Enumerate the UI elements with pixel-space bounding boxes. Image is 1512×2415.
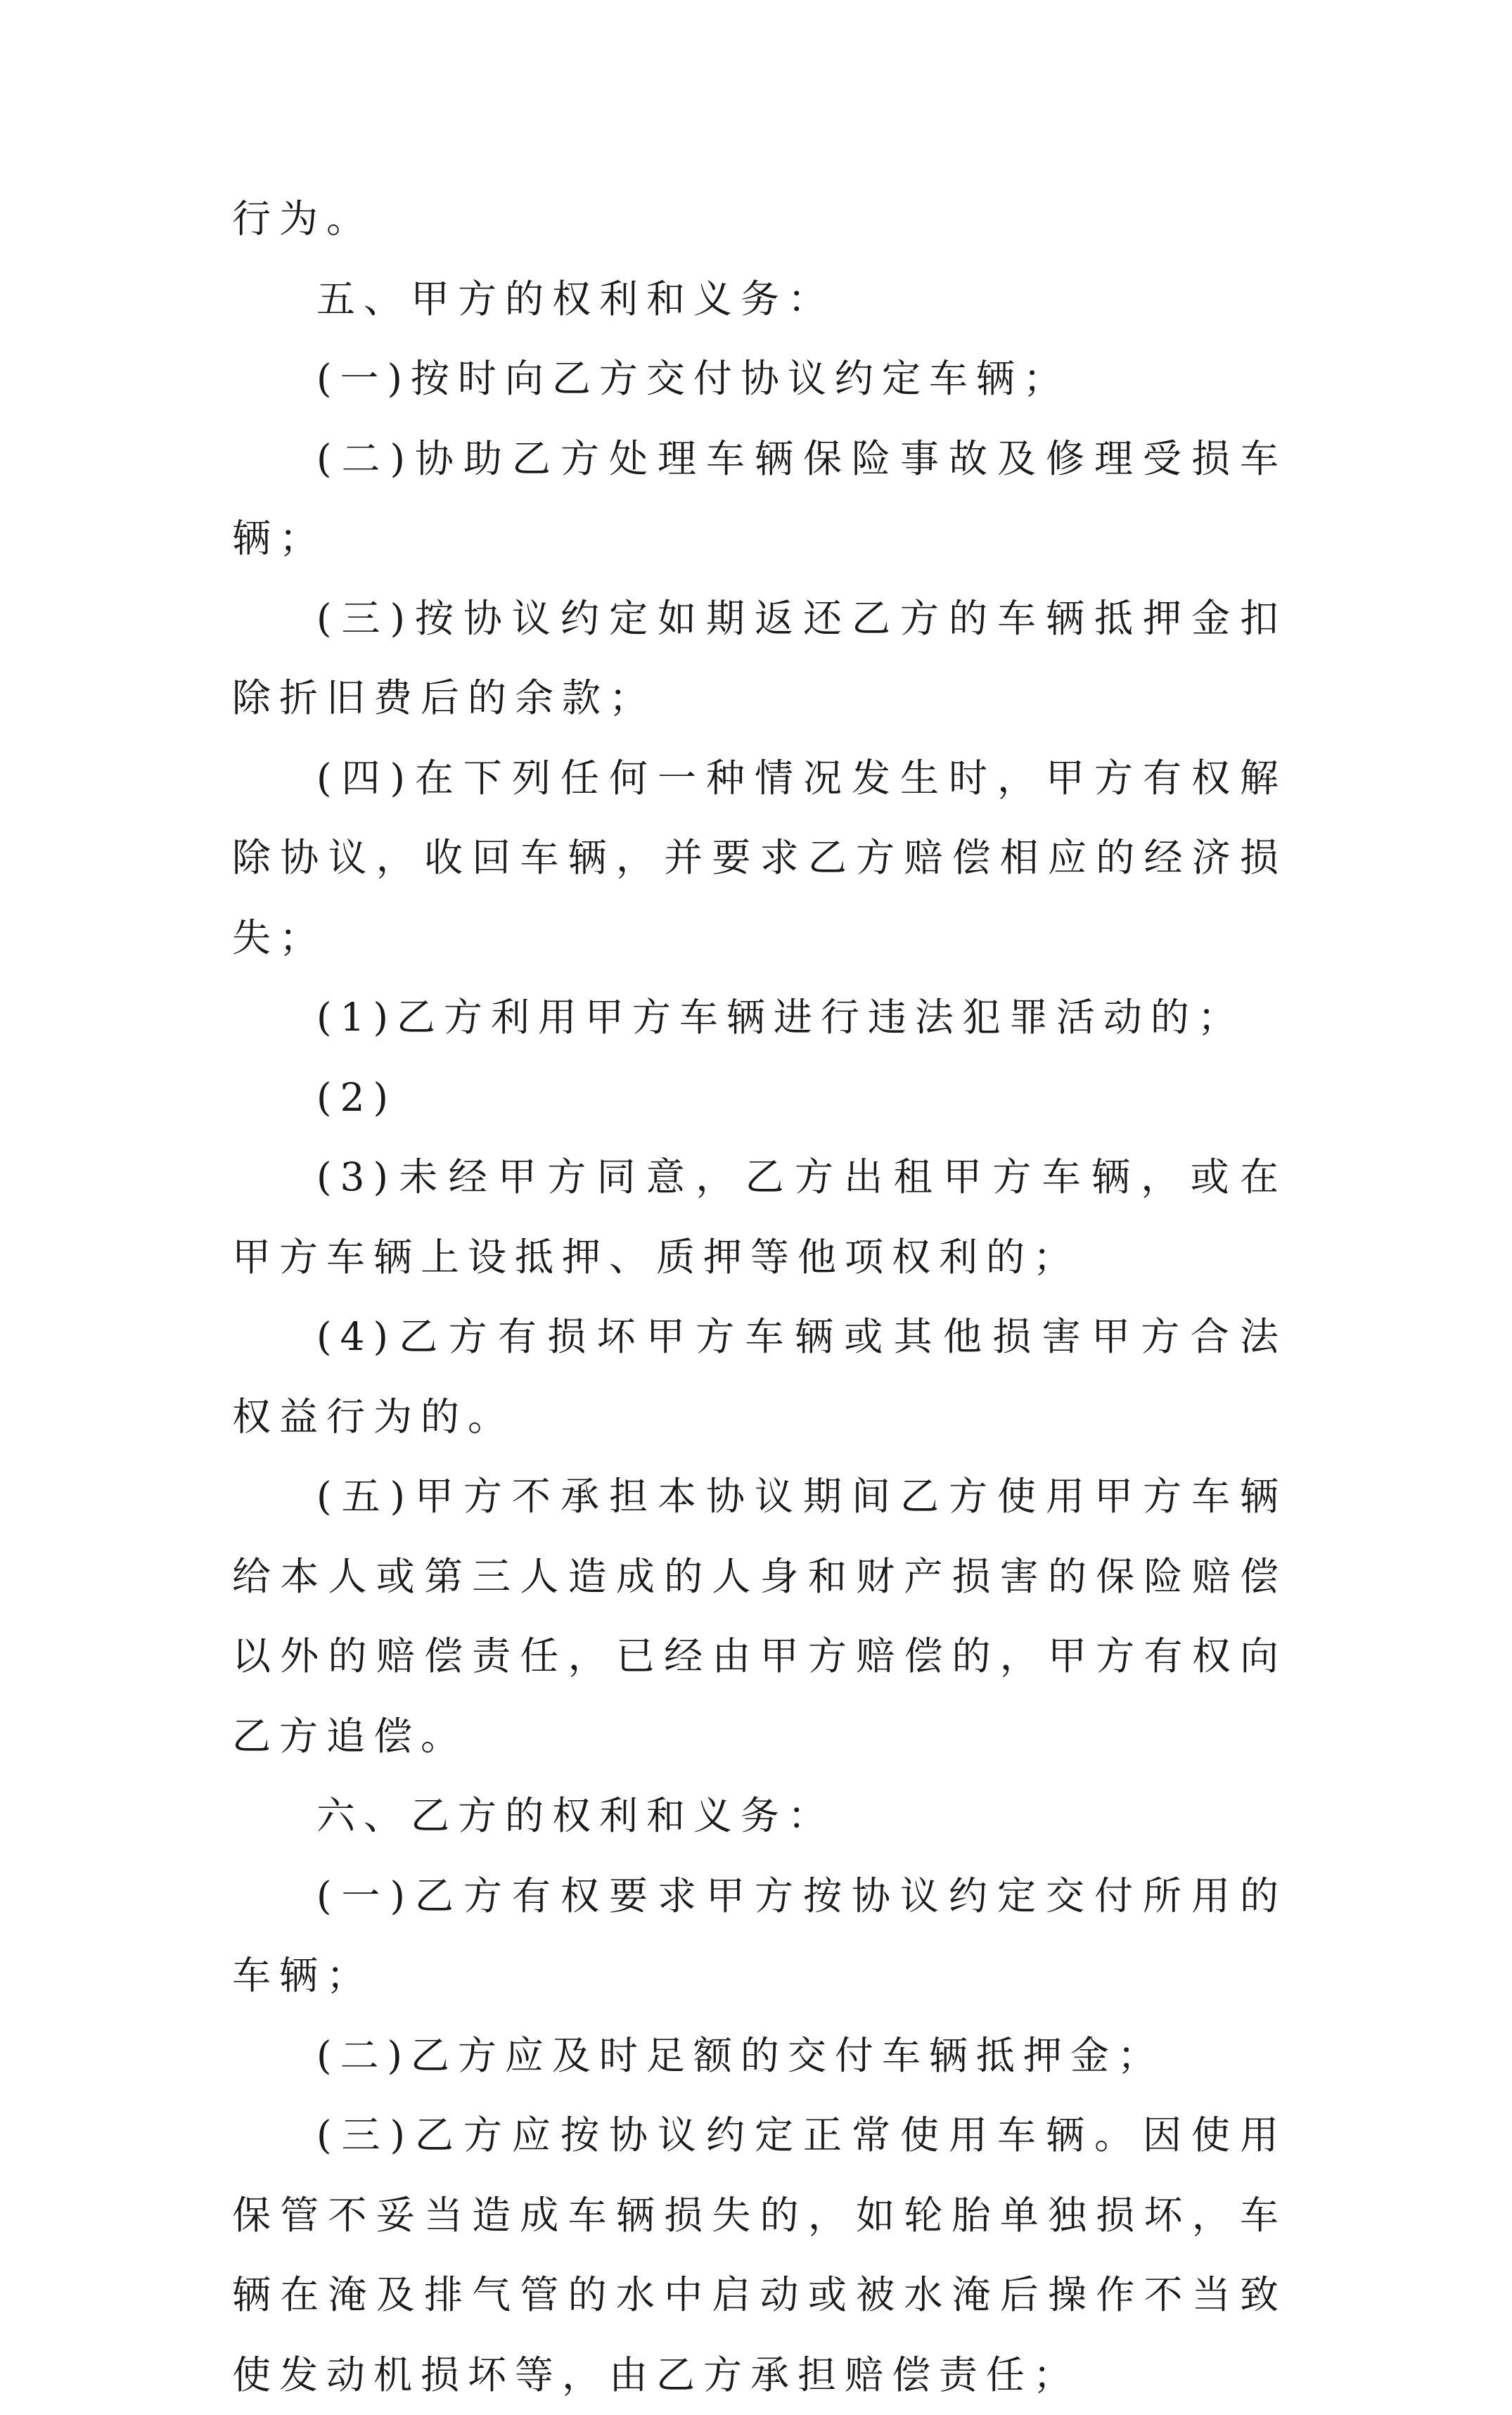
paragraph-a-1: (一)按时向乙方交付协议约定车辆； (316, 356, 1070, 401)
paragraph-b-2: (二)乙方应及时足额的交付车辆抵押金； (316, 2032, 1165, 2078)
paragraph-a-3: (三)按协议约定如期返还乙方的车辆抵押金扣除折旧费后的余款； (232, 595, 1287, 720)
document-body (232, 179, 1287, 2415)
paragraph-a-4-item-1: (1)乙方利用甲方车辆进行违法犯罪活动的； (316, 995, 1245, 1040)
paragraph-a-4-item-2: (2) (316, 1074, 397, 1120)
paragraph-b-1: (一)乙方有权要求甲方按协议约定交付所用的车辆； (232, 1873, 1287, 1998)
paragraph-continuation: 行为。 (232, 196, 374, 241)
section-heading-party-b: 六、乙方的权利和义务： (316, 1793, 835, 1838)
paragraph-a-4: (四)在下列任何一种情况发生时，甲方有权解除协议，收回车辆，并要求乙方赔偿相应的经济损失； (232, 755, 1287, 960)
paragraph-b-3: (三)乙方应按协议约定正常使用车辆。因使用保管不妥当造成车辆损失的，如轮胎单独损坏，车辆在淹及排气管的水中启动或被水淹后操作不当致使发动机损坏等，由乙方承担赔偿责任； (232, 2113, 1287, 2397)
section-heading-party-a: 五、甲方的权利和义务： (316, 276, 835, 321)
paragraph-a-2: (二)协助乙方处理车辆保险事故及修理受损车辆； (232, 435, 1287, 561)
paragraph-a-5: (五)甲方不承担本协议期间乙方使用甲方车辆给本人或第三人造成的人身和财产损害的保险赔偿以外的赔偿责任，已经由甲方赔偿的，甲方有权向乙方追偿。 (232, 1474, 1287, 1759)
paragraph-a-4-item-4: (4)乙方有损坏甲方车辆或其他损害甲方合法权益行为的。 (232, 1314, 1287, 1439)
paragraph-a-4-item-3: (3)未经甲方同意，乙方出租甲方车辆，或在甲方车辆上设抵押、质押等他项权利的； (232, 1154, 1287, 1280)
